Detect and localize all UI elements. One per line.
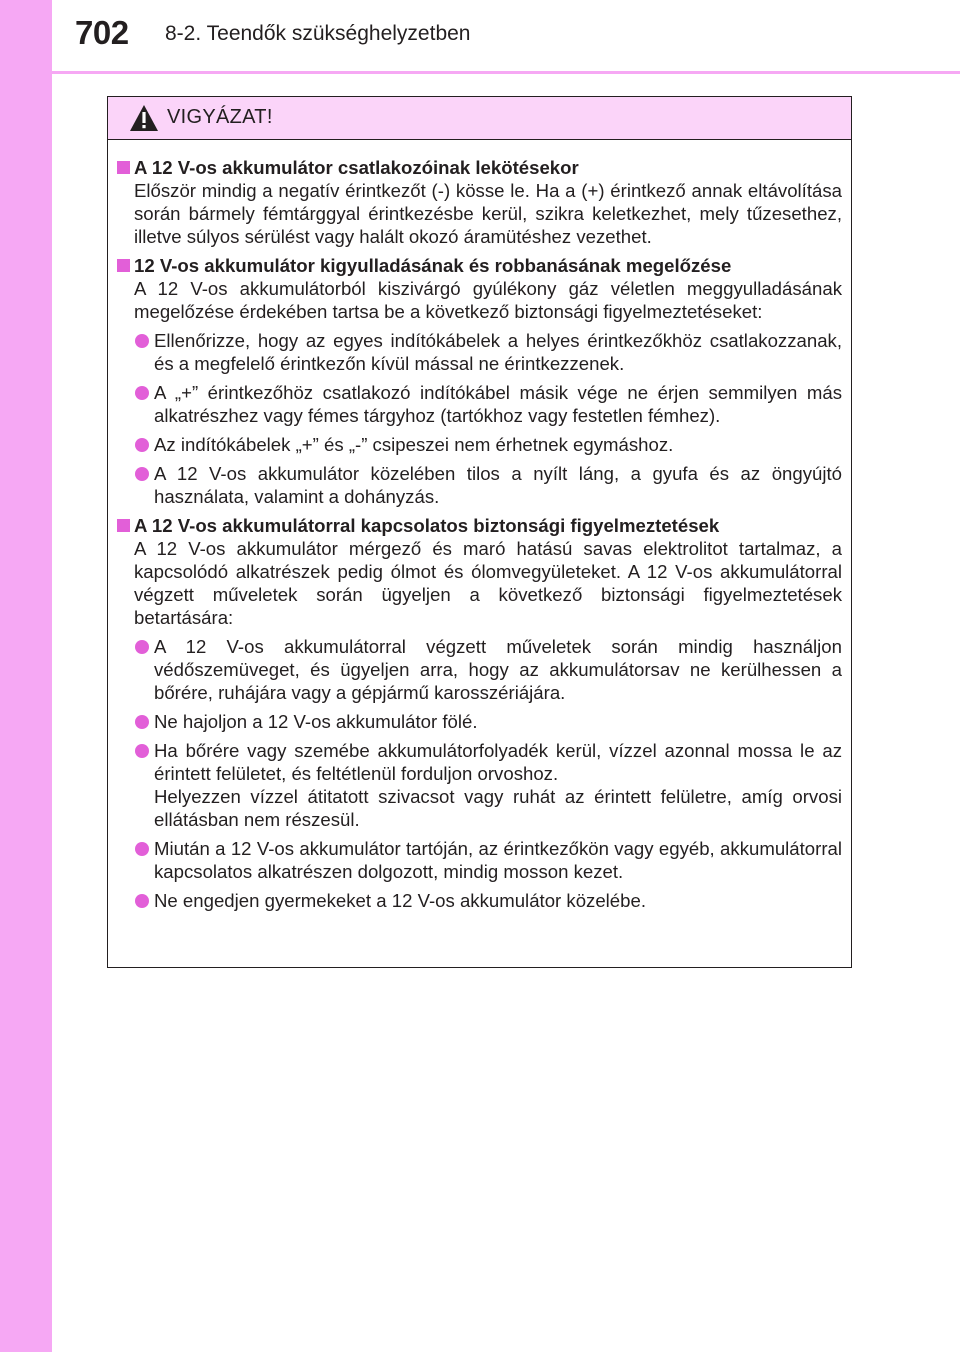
bullet-text: Ellenőrizze, hogy az egyes indítókábelek a helyes érintkezőkhöz csatlakozzanak, és a megfelelő érintkezőn kívül mással ne érintkezzenek. — [154, 330, 842, 374]
round-bullet-icon — [135, 894, 149, 908]
section-heading-text: A 12 V-os akkumulátorral kapcsolatos biztonsági figyelmeztetések — [134, 515, 720, 536]
bullet-text: A 12 V-os akkumulátor közelében tilos a nyílt láng, a gyufa és az öngyújtó használata, valamint a dohányzás. — [154, 463, 842, 507]
round-bullet-icon — [135, 438, 149, 452]
bullet-text: Ne hajoljon a 12 V-os akkumulátor fölé. — [154, 711, 478, 732]
bullet-text: Az indítókábelek „+” és „-” csipeszei nem érhetnek egymáshoz. — [154, 434, 674, 455]
bullet-text: A 12 V-os akkumulátorral végzett műveletek során mindig használjon védőszemüveget, és ügyeljen arra, hogy az akkumulátorsav ne kerülhessen a bőrére, ruhájára vagy a gépjármű karosszériájára. — [154, 636, 842, 703]
section-paragraph: A 12 V-os akkumulátorból kiszivárgó gyúlékony gáz véletlen meggyulladásának megelőzése érdekében tartsa be a következő biztonsági figyelmeztetéseket: — [134, 278, 842, 322]
warning-body — [108, 140, 851, 912]
section-paragraph: A 12 V-os akkumulátor mérgező és maró hatású savas elektrolitot tartalmaz, a kapcsolódó alkatrészek pedig ólmot és ólomvegyületeket. A 12 V-os akkumulátorral végzett műveletek során ügyeljen a következő biztonsági figyelmeztetések betartására: — [134, 538, 842, 628]
square-bullet-icon — [117, 161, 130, 174]
bullet-item — [113, 837, 842, 883]
chapter-tab-strip — [0, 0, 52, 1352]
warning-triangle-icon — [129, 104, 159, 132]
round-bullet-icon — [135, 715, 149, 729]
round-bullet-icon — [135, 640, 149, 654]
bullet-item — [113, 462, 842, 508]
bullet-item — [113, 635, 842, 704]
round-bullet-icon — [135, 386, 149, 400]
bullet-extra-text: Helyezzen vízzel átitatott szivacsot vagy ruhát az érintett felületre, amíg orvosi ellátásban nem részesül. — [154, 786, 842, 830]
square-bullet-icon — [117, 519, 130, 532]
bullet-item — [113, 710, 842, 733]
bullet-item — [113, 329, 842, 375]
section-paragraph: Először mindig a negatív érintkezőt (-) kösse le. Ha a (+) érintkező annak eltávolítása során bármely fémtárggyal érintkezésbe kerül, szikra keletkezhet, mely tűzesethez, illetve súlyos sérülést vagy halált okozó áramütéshez vezethet. — [134, 180, 842, 247]
round-bullet-icon — [135, 842, 149, 856]
warning-section — [113, 514, 842, 912]
warning-header — [108, 97, 851, 140]
warning-section — [113, 156, 842, 248]
bullet-text: Miután a 12 V-os akkumulátor tartóján, az érintkezőkön vagy egyéb, akkumulátorral kapcsolatos alkatrészen dolgozott, mindig mosson kezet. — [154, 838, 842, 882]
bullet-text: A „+” érintkezőhöz csatlakozó indítókábel másik vége ne érjen semmilyen más alkatrészhez vagy fémes tárgyhoz (tartókhoz vagy festetlen fémhez). — [154, 382, 842, 426]
section-heading-text: A 12 V-os akkumulátor csatlakozóinak lekötésekor — [134, 157, 579, 178]
round-bullet-icon — [135, 744, 149, 758]
page-header — [52, 0, 960, 74]
section-title: 8-2. Teendők szükséghelyzetben — [165, 22, 471, 45]
bullet-text: Ha bőrére vagy szemébe akkumulátorfolyadék kerül, vízzel azonnal mossa le az érintett felületet, és feltétlenül forduljon orvoshoz. — [154, 740, 842, 784]
bullet-item — [113, 889, 842, 912]
section-heading-text: 12 V-os akkumulátor kigyulladásának és robbanásának megelőzése — [134, 255, 732, 276]
round-bullet-icon — [135, 334, 149, 348]
bullet-item — [113, 739, 842, 831]
round-bullet-icon — [135, 467, 149, 481]
warning-section — [113, 254, 842, 508]
warning-title: VIGYÁZAT! — [167, 106, 273, 128]
header-rule — [52, 71, 960, 74]
bullet-item — [113, 433, 842, 456]
section-heading — [113, 156, 842, 179]
section-heading — [113, 254, 842, 277]
bullet-text: Ne engedjen gyermekeket a 12 V-os akkumulátor közelébe. — [154, 890, 646, 911]
square-bullet-icon — [117, 259, 130, 272]
page-number: 702 — [75, 14, 129, 51]
section-heading — [113, 514, 842, 537]
warning-box — [107, 96, 852, 968]
bullet-item — [113, 381, 842, 427]
